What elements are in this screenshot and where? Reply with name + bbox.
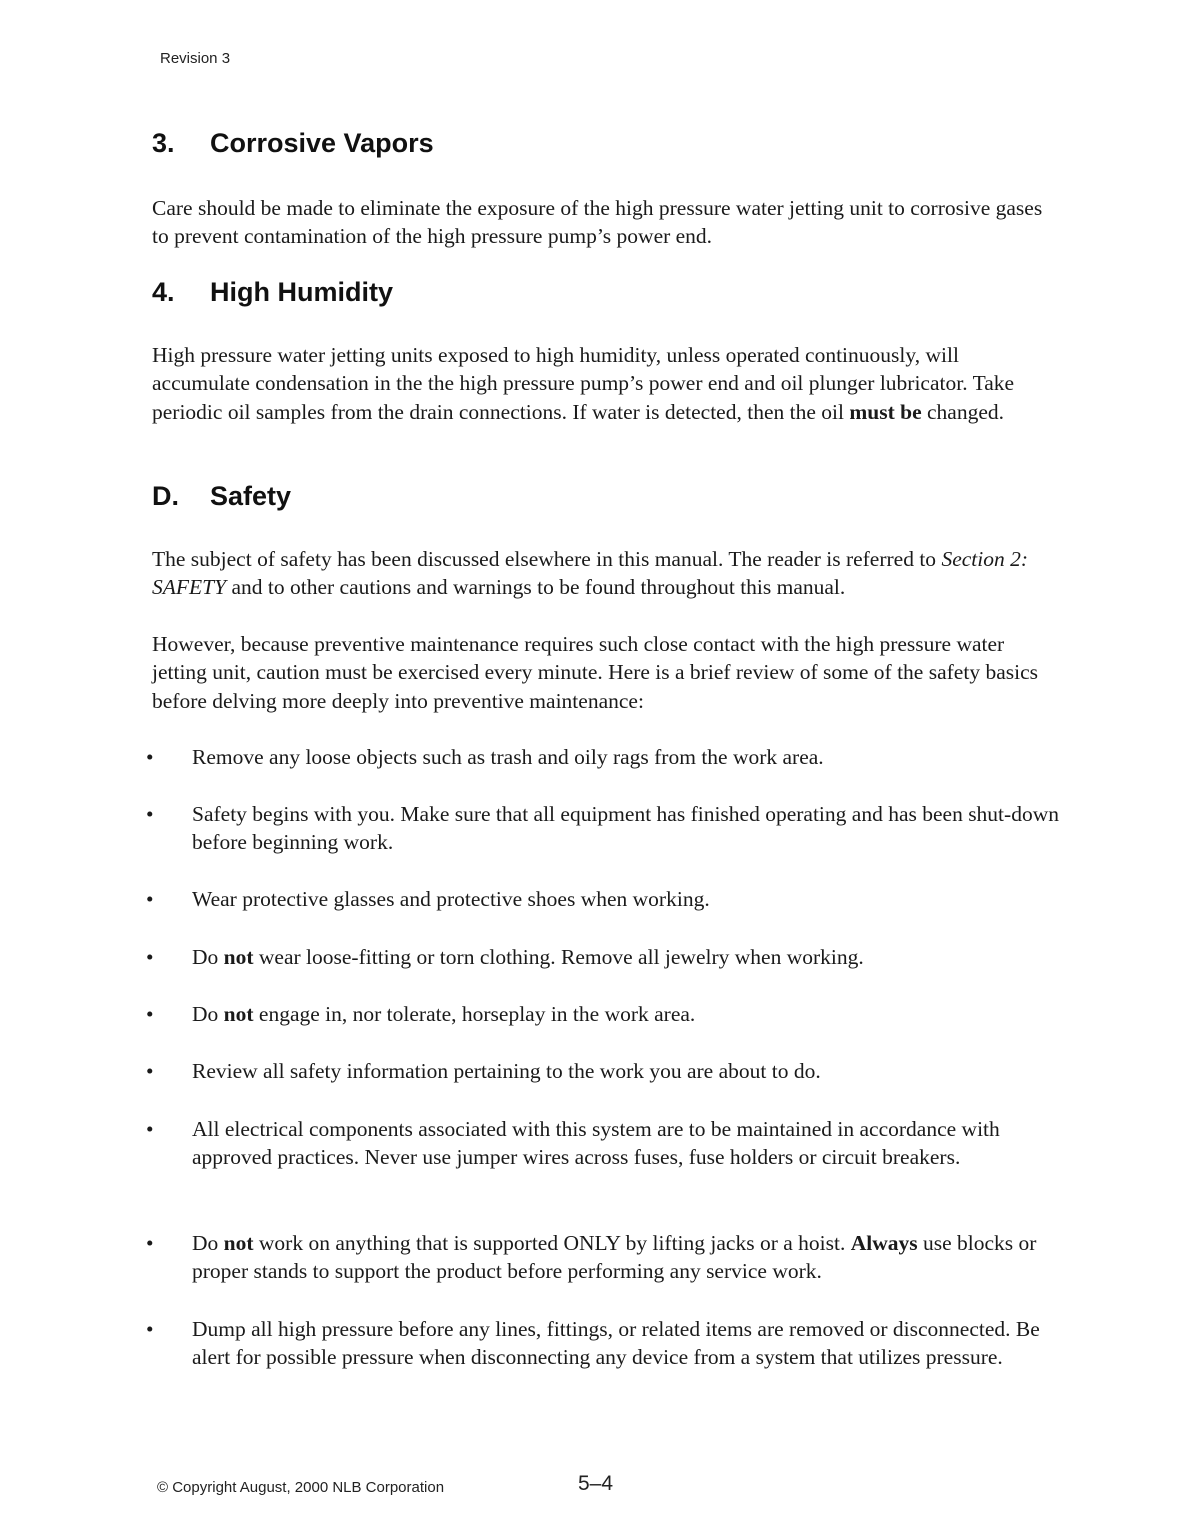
page-number: 5–4 <box>578 1472 614 1495</box>
section-title: Corrosive Vapors <box>210 128 434 158</box>
bullet-icon: • <box>146 887 154 911</box>
section-heading-corrosive-vapors <box>152 128 434 159</box>
emphasis-text: must be <box>849 399 922 424</box>
revision-label: Revision 3 <box>160 50 231 67</box>
emphasis-text: not <box>223 1231 254 1255</box>
list-text: use blocks or proper stands to support the product before performing any service work. <box>192 1231 1037 1284</box>
bullet-icon: • <box>146 1231 154 1255</box>
emphasis-text: not <box>223 945 254 969</box>
emphasis-text: not <box>223 1002 254 1026</box>
section-number: 4. <box>152 277 175 307</box>
section-number: 3. <box>152 128 175 158</box>
list-item-text <box>192 943 1062 971</box>
bullet-icon: • <box>146 1117 154 1141</box>
paragraph-text: and to other cautions and warnings to be found throughout this manual. <box>226 575 846 600</box>
list-item-text: Remove any loose objects such as trash and oily rags from the work area. <box>192 745 824 769</box>
safety-basics-paragraph: However, because preventive maintenance requires such close contact with the high pressure water jetting unit, caution must be exercised every minute. Here is a brief review of some of the safety basics before delving more deeply into preventive maintenance: <box>152 632 1038 713</box>
section-title: Safety <box>210 481 292 511</box>
section-number: D. <box>152 481 179 511</box>
section-reference: Section 2: SAFETY <box>152 547 1029 600</box>
list-text: Do <box>192 1231 224 1255</box>
bullet-icon: • <box>146 745 154 769</box>
section-heading-high-humidity <box>152 277 393 308</box>
list-text: Do <box>192 945 224 969</box>
list-item-text: Review all safety information pertaining to the work you are about to do. <box>192 1059 821 1083</box>
list-item-text: Wear protective glasses and protective shoes when working. <box>192 887 710 911</box>
bullet-icon: • <box>146 1317 154 1341</box>
section-heading-safety <box>152 481 291 512</box>
bullet-icon: • <box>146 802 154 826</box>
paragraph-text: High pressure water jetting units exposed to high humidity, unless operated continuously, will accumulate condensation in the the high pressure pump’s power end and oil plunger lubricator. Take periodic oil samples from the drain connections. If water is detected, then the oil <box>152 343 1015 424</box>
section-title: High Humidity <box>210 277 393 307</box>
list-item-text <box>192 1229 1062 1286</box>
copyright-notice: © Copyright August, 2000 NLB Corporation <box>157 1479 445 1496</box>
paragraph-text: The subject of safety has been discussed elsewhere in this manual. The reader is referred to <box>152 547 942 571</box>
list-text: Do <box>192 1002 224 1026</box>
emphasis-text: Always <box>850 1231 918 1255</box>
list-item-text <box>192 1000 1062 1028</box>
list-item-text: Safety begins with you. Make sure that all equipment has finished operating and has been shut-down before beginning work. <box>192 802 1059 855</box>
paragraph-text: changed. <box>921 399 1005 424</box>
bullet-icon: • <box>146 1002 154 1026</box>
list-text: work on anything that is supported ONLY by lifting jacks or a hoist. <box>253 1231 851 1255</box>
list-item-text: Dump all high pressure before any lines, fittings, or related items are removed or disconnected. Be alert for possible pressure when disconnecting any device from a system that utilizes pressure. <box>192 1317 1040 1370</box>
bullet-icon: • <box>146 1059 154 1083</box>
list-item-text: All electrical components associated with this system are to be maintained in accordance with approved practices. Never use jumper wires across fuses, fuse holders or circuit breakers. <box>192 1117 1000 1170</box>
list-text: engage in, nor tolerate, horseplay in the work area. <box>253 1002 696 1026</box>
corrosive-vapors-paragraph: Care should be made to eliminate the exposure of the high pressure water jetting unit to corrosive gases to prevent contamination of the high pressure pump’s power end. <box>152 196 1043 249</box>
list-text: wear loose-fitting or torn clothing. Remove all jewelry when working. <box>253 945 864 969</box>
bullet-icon: • <box>146 945 154 969</box>
safety-intro-paragraph <box>152 545 1062 602</box>
high-humidity-paragraph <box>152 341 1062 426</box>
